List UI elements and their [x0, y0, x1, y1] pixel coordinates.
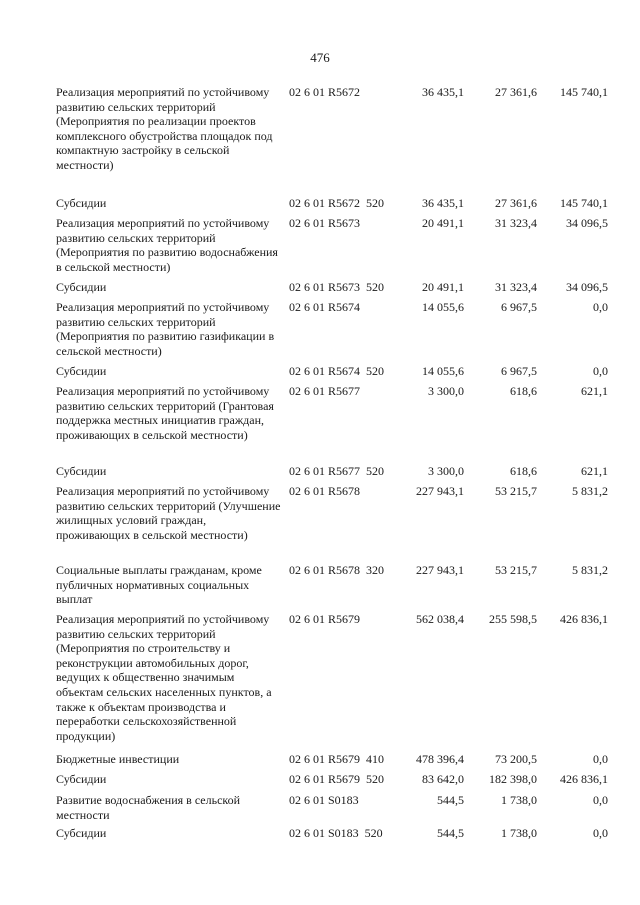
row-value-3: 426 836,1: [560, 612, 608, 626]
row-code: 02 6 01 R5678: [289, 484, 361, 498]
row-code: 02 6 01 R5679 410: [289, 752, 385, 766]
row-code: 02 6 01 R5679: [289, 612, 361, 626]
row-name: Развитие водоснабжения в сельской местности: [56, 793, 241, 822]
row-value-3: 0,0: [593, 826, 608, 840]
row-value-2: 31 323,4: [495, 280, 537, 294]
row-value-2: 27 361,6: [495, 196, 537, 210]
row-name: Субсидии: [56, 280, 107, 294]
row-value-2: 618,6: [510, 384, 537, 398]
row-value-1: 544,5: [437, 826, 464, 840]
row-value-3: 34 096,5: [566, 280, 608, 294]
row-name: Субсидии: [56, 196, 107, 210]
row-name: Бюджетные инвестиции: [56, 752, 180, 766]
row-code: 02 6 01 R5672: [289, 85, 361, 99]
row-value-3: 0,0: [593, 300, 608, 314]
row-value-1: 36 435,1: [422, 85, 464, 99]
row-value-1: 14 055,6: [422, 364, 464, 378]
row-name: Субсидии: [56, 364, 107, 378]
row-value-2: 618,6: [510, 464, 537, 478]
row-value-2: 6 967,5: [501, 300, 537, 314]
row-name: Социальные выплаты гражданам, кроме публичных нормативных социальных выплат: [56, 563, 262, 607]
row-value-2: 31 323,4: [495, 216, 537, 230]
row-name: Реализация мероприятий по устойчивому развитию сельских территорий (Мероприятия по реализации проектов комплексного обустройства площадок под компактную застройку в сельской местности): [56, 85, 273, 172]
row-name: Субсидии: [56, 464, 107, 478]
row-value-2: 27 361,6: [495, 85, 537, 99]
row-code: 02 6 01 R5677 520: [289, 464, 385, 478]
row-value-3: 621,1: [581, 384, 608, 398]
row-code: 02 6 01 S0183 520: [289, 826, 383, 840]
row-name: Реализация мероприятий по устойчивому развитию сельских территорий (Улучшение жилищных условий граждан, проживающих в сельской местности): [56, 484, 281, 542]
row-name: Реализация мероприятий по устойчивому развитию сельских территорий (Грантовая поддержка местных инициатив граждан, проживающих в сельской местности): [56, 384, 274, 442]
row-value-2: 255 598,5: [489, 612, 537, 626]
row-value-1: 20 491,1: [422, 216, 464, 230]
row-value-3: 5 831,2: [572, 563, 608, 577]
row-code: 02 6 01 R5674: [289, 300, 361, 314]
row-code: 02 6 01 R5673 520: [289, 280, 385, 294]
page-number: 476: [310, 50, 330, 65]
row-value-2: 182 398,0: [489, 772, 537, 786]
row-value-1: 3 300,0: [428, 384, 464, 398]
row-value-1: 544,5: [437, 793, 464, 807]
row-value-2: 53 215,7: [495, 484, 537, 498]
row-value-3: 0,0: [593, 752, 608, 766]
row-name: Субсидии: [56, 772, 107, 786]
row-code: 02 6 01 R5672 520: [289, 196, 385, 210]
row-value-3: 426 836,1: [560, 772, 608, 786]
row-value-1: 3 300,0: [428, 464, 464, 478]
row-value-2: 53 215,7: [495, 563, 537, 577]
row-code: 02 6 01 S0183: [289, 793, 359, 807]
row-value-3: 145 740,1: [560, 85, 608, 99]
row-value-1: 227 943,1: [416, 563, 464, 577]
row-value-1: 562 038,4: [416, 612, 464, 626]
row-value-3: 621,1: [581, 464, 608, 478]
row-value-1: 20 491,1: [422, 280, 464, 294]
row-code: 02 6 01 R5677: [289, 384, 361, 398]
row-value-2: 6 967,5: [501, 364, 537, 378]
row-value-1: 14 055,6: [422, 300, 464, 314]
row-value-2: 73 200,5: [495, 752, 537, 766]
row-value-3: 5 831,2: [572, 484, 608, 498]
row-value-1: 36 435,1: [422, 196, 464, 210]
row-code: 02 6 01 R5673: [289, 216, 361, 230]
row-name: Реализация мероприятий по устойчивому развитию сельских территорий (Мероприятия по строительству и реконструкции автомобильных дорог, ведущих к общественно значимым объектам сельских населенных пунктов, а также к объектам производства и переработки сельскохозяйственной продукции): [56, 612, 272, 743]
row-value-3: 0,0: [593, 364, 608, 378]
row-value-1: 83 642,0: [422, 772, 464, 786]
row-code: 02 6 01 R5674 520: [289, 364, 385, 378]
row-value-1: 478 396,4: [416, 752, 464, 766]
row-name: Реализация мероприятий по устойчивому развитию сельских территорий (Мероприятия по развитию водоснабжения в сельской местности): [56, 216, 278, 274]
row-name: Субсидии: [56, 826, 107, 840]
row-value-3: 34 096,5: [566, 216, 608, 230]
row-code: 02 6 01 R5678 320: [289, 563, 385, 577]
row-value-3: 0,0: [593, 793, 608, 807]
row-code: 02 6 01 R5679 520: [289, 772, 385, 786]
row-value-2: 1 738,0: [501, 793, 537, 807]
row-value-3: 145 740,1: [560, 196, 608, 210]
row-value-2: 1 738,0: [501, 826, 537, 840]
row-value-1: 227 943,1: [416, 484, 464, 498]
row-name: Реализация мероприятий по устойчивому развитию сельских территорий (Мероприятия по развитию газификации в сельской местности): [56, 300, 275, 358]
